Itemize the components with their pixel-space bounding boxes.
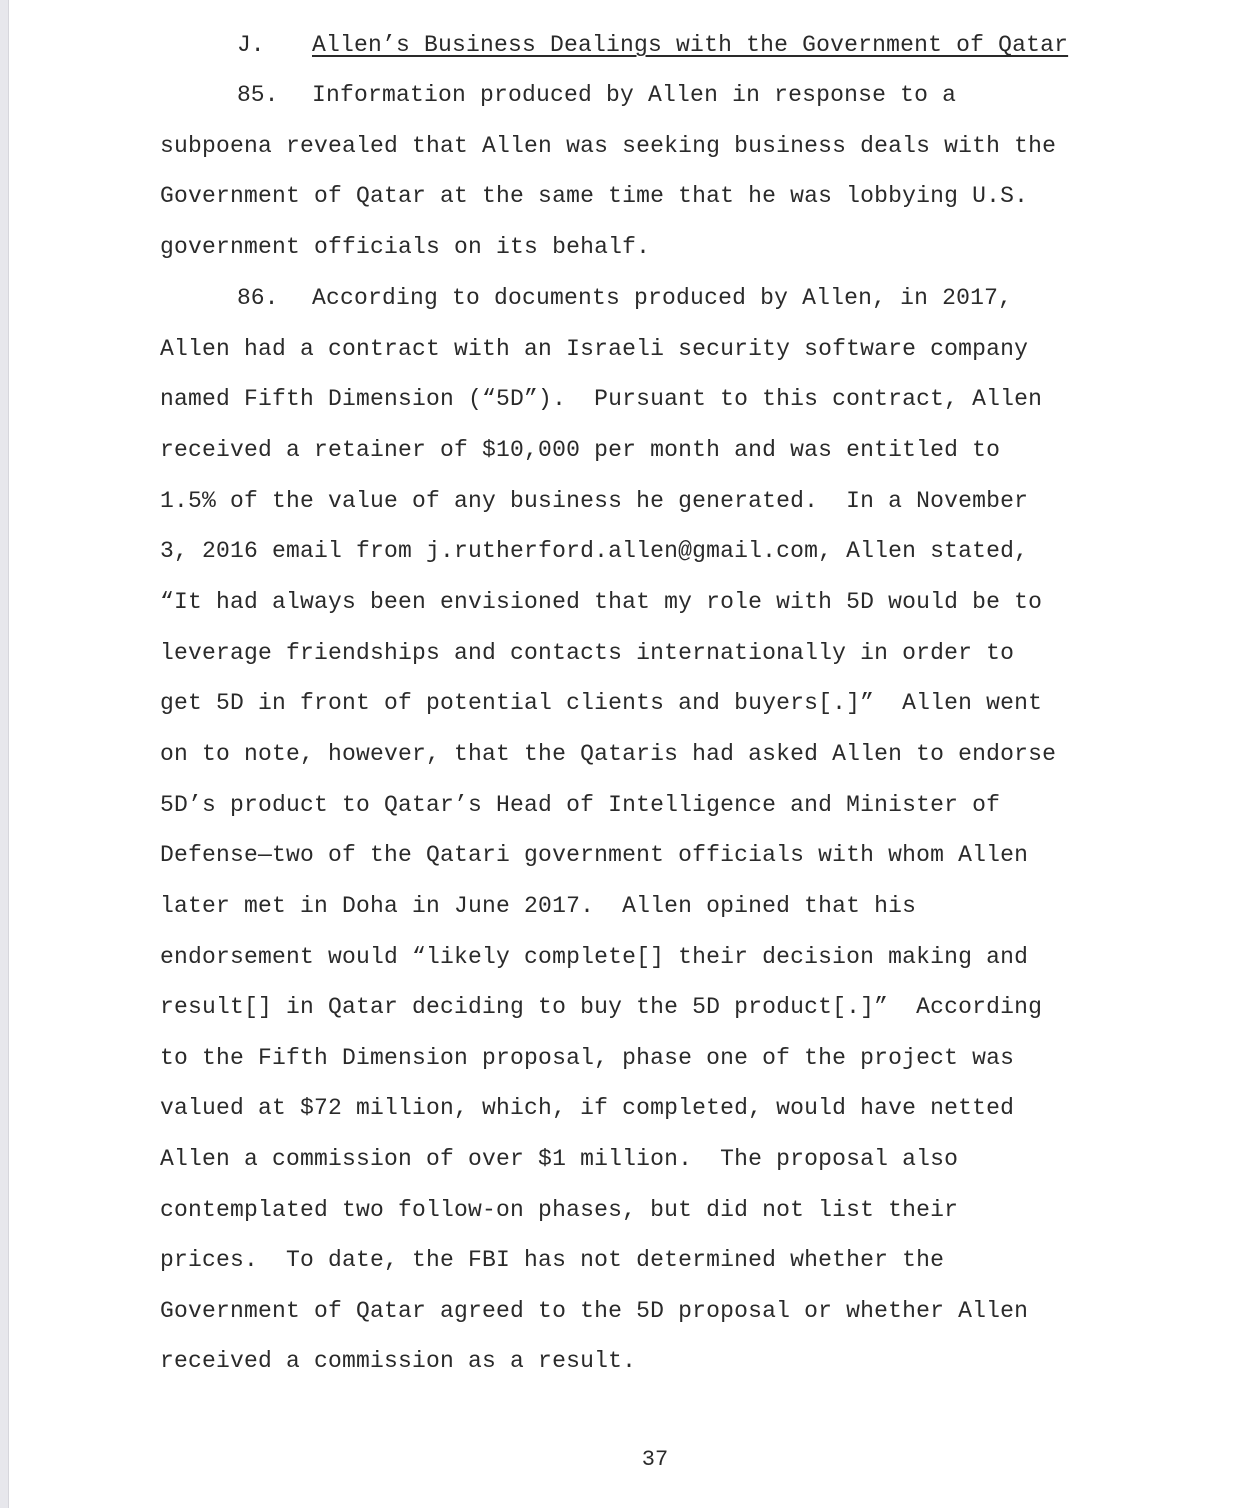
- section-heading: Allen’s Business Dealings with the Government of Qatar: [312, 32, 1069, 58]
- paragraph-line: contemplated two follow-on phases, but did not list their: [160, 1197, 959, 1223]
- page-number: 37: [641, 1447, 669, 1472]
- paragraph-line: Government of Qatar at the same time that he was lobbying U.S.: [160, 183, 1029, 209]
- paragraph-line: 1.5% of the value of any business he generated. In a November: [160, 488, 1029, 514]
- paragraph-line: valued at $72 million, which, if completed, would have netted: [160, 1095, 1015, 1121]
- paragraph-line: on to note, however, that the Qataris had asked Allen to endorse: [160, 741, 1057, 767]
- paragraph-number: 86.: [237, 285, 279, 311]
- paragraph-line: Defense—two of the Qatari government officials with whom Allen: [160, 842, 1029, 868]
- paragraph-line: 5D’s product to Qatar’s Head of Intelligence and Minister of: [160, 792, 1001, 818]
- paragraph-line: “It had always been envisioned that my role with 5D would be to: [160, 589, 1043, 615]
- paragraph-line: leverage friendships and contacts internationally in order to: [160, 640, 1015, 666]
- paragraph-line: named Fifth Dimension (“5D”). Pursuant to this contract, Allen: [160, 386, 1043, 412]
- paragraph-line: get 5D in front of potential clients and buyers[.]” Allen went: [160, 690, 1043, 716]
- paragraph-line: Allen had a contract with an Israeli security software company: [160, 336, 1029, 362]
- paragraph-line: Government of Qatar agreed to the 5D proposal or whether Allen: [160, 1298, 1029, 1324]
- paragraph-line: to the Fifth Dimension proposal, phase one of the project was: [160, 1045, 1015, 1071]
- paragraph-line: 3, 2016 email from j.rutherford.allen@gmail.com, Allen stated,: [160, 538, 1029, 564]
- paragraph-line: result[] in Qatar deciding to buy the 5D product[.]” According: [160, 994, 1043, 1020]
- paragraph-first-line: Information produced by Allen in response to a: [312, 82, 957, 108]
- paragraph-line: later met in Doha in June 2017. Allen opined that his: [160, 893, 917, 919]
- paragraph-line: received a retainer of $10,000 per month and was entitled to: [160, 437, 1001, 463]
- paragraph-line: subpoena revealed that Allen was seeking business deals with the: [160, 133, 1057, 159]
- paragraph-line: prices. To date, the FBI has not determined whether the: [160, 1247, 945, 1273]
- paragraph-line: endorsement would “likely complete[] their decision making and: [160, 944, 1029, 970]
- paragraph-line: government officials on its behalf.: [160, 234, 651, 260]
- paragraph-number: 85.: [237, 82, 279, 108]
- paragraph-line: Allen a commission of over $1 million. The proposal also: [160, 1146, 959, 1172]
- paragraph-line: received a commission as a result.: [160, 1348, 637, 1374]
- section-letter: J.: [237, 32, 265, 58]
- paragraph-first-line: According to documents produced by Allen, in 2017,: [312, 285, 1013, 311]
